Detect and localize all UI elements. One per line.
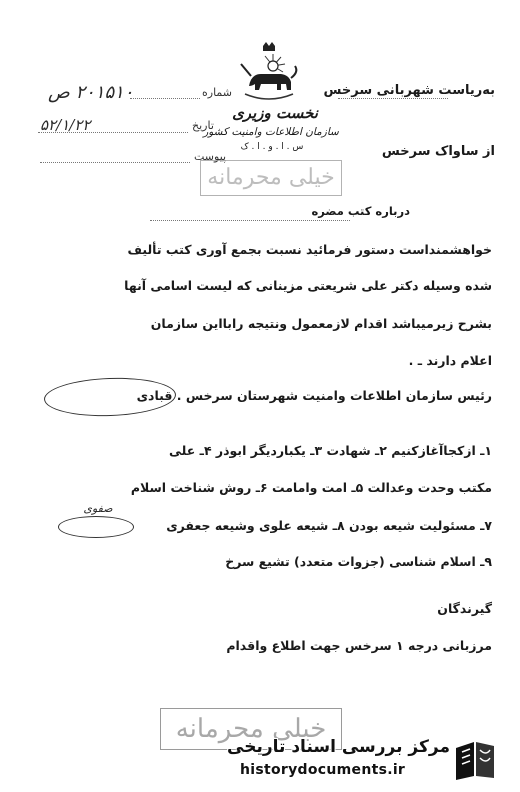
watermark-site-url: historydocuments.ir <box>240 762 406 778</box>
letter-number-value: ۲۰۱۵۱۰ ص <box>48 82 134 103</box>
addressee-dotted-line <box>338 98 448 99</box>
number-row <box>30 80 233 108</box>
addressee-line: به‌ریاست شهربانی سرخس <box>323 83 495 98</box>
recipients-line: مرزبانی درجه ۱ سرخس جهت اطلاع واقدام <box>226 638 492 653</box>
top-classification-stamp: خیلی محرمانه <box>200 160 342 196</box>
lion-and-sun-emblem-icon <box>237 42 301 102</box>
list-circle-mark <box>58 516 134 538</box>
body-line-4: اعلام دارند ـ . <box>408 353 492 368</box>
letterhead-organization: سازمان اطلاعات وامنیت کشور <box>203 126 339 138</box>
letterhead-acronym: س . ا . و . ا . ک <box>240 142 304 152</box>
number-dotted-line <box>130 98 200 99</box>
handwritten-note: صفوی <box>83 502 113 515</box>
letter-date-value: ۵۲/۱/۲۲ <box>40 116 91 134</box>
date-dotted-line <box>38 132 188 133</box>
subject-dotted-line <box>150 220 350 221</box>
recipients-heading: گیرندگان <box>437 601 492 616</box>
signature-circle-mark <box>43 376 176 419</box>
number-label: شماره <box>202 86 233 99</box>
book-list-line-4: ۹ـ اسلام شناسی (جزوات متعدد) تشیع سرخ <box>225 554 492 569</box>
book-list-line-1: ۱ـ ازکجاآغازکنیم ۲ـ شهادت ۳ـ یکباردیگر ابوذر ۴ـ علی <box>169 443 492 458</box>
attachment-dotted-line <box>40 162 190 163</box>
date-label: تاریخ <box>192 119 214 132</box>
bottom-classification-stamp: خیلی محرمانه <box>160 708 342 750</box>
body-line-2: شده وسیله دکتر علی شریعتی مزینانی که لیست اسامی آنها <box>124 278 492 293</box>
body-line-1: خواهشمنداست دستور فرمائید نسبت بجمع آوری کتب تألیف <box>127 242 492 257</box>
book-list-line-2: مکتب وحدت وعدالت ۵ـ امت وامامت ۶ـ روش شناخت اسلام <box>130 480 492 495</box>
book-list-line-3: ۷ـ مسئولیت شیعه بودن ۸ـ شیعه علوی وشیعه جعفری <box>166 518 492 533</box>
subject-line: درباره کتب مضره <box>311 204 410 218</box>
signature-line: رئیس سازمان اطلاعات وامنیت شهرستان سرخس . قبادی <box>136 388 492 403</box>
sender-line: از ساواک سرخس <box>381 144 495 159</box>
letterhead-ministry: نخست وزیری <box>232 104 318 122</box>
book-logo-icon <box>452 736 498 782</box>
watermark-org-name: مرکز بررسی اسناد تاریخی <box>227 737 450 757</box>
body-line-3: بشرح زیرمیباشد اقدام لازمعمول ونتیجه رابااین سازمان <box>150 316 492 331</box>
attachment-label: پیوست <box>194 150 227 163</box>
